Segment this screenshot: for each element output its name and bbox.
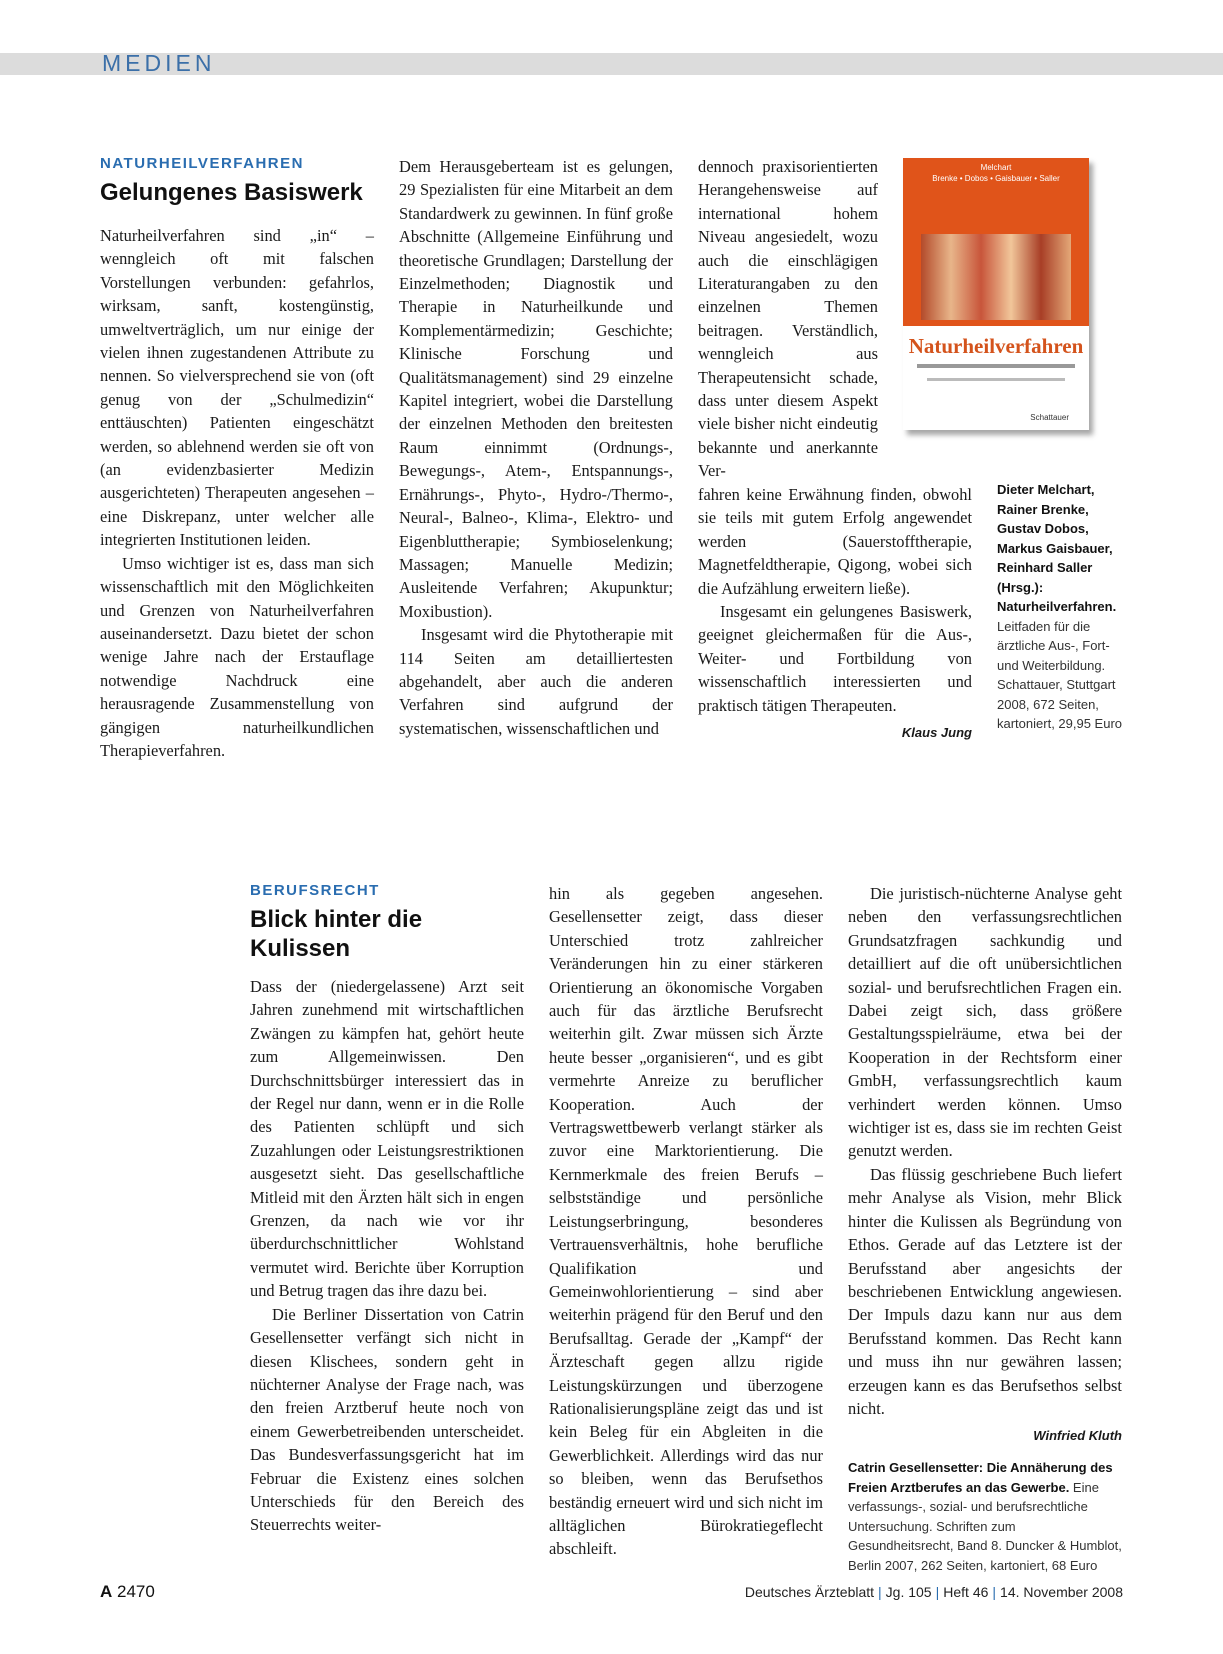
paragraph: Umso wichtiger ist es, dass man sich wissenschaftlich mit den Möglichkeiten und Grenzen von Naturheilverfahren auseinandersetzt. Dazu bietet der schon wenige Jahre nach der Erstauflage notwendige Nachdruck eine herausragende Zusammenstellung von gängigen naturheilkundlichen Therapieverfahren. [100, 553, 374, 760]
article1-author: Klaus Jung [901, 725, 972, 741]
paragraph: dennoch praxisorientierten Herangehensweise auf international hohem Niveau angesiedelt, wozu auch die einschlägigen Literaturangaben zu den einzelnen Themen beitragen. Verständlich, wenngleich aus Therapeutensicht schade, dass unter diesem Aspekt viele bisher nicht eindeutig bekannte und anerkannte Ver- [698, 157, 878, 481]
book-subtitle-line [917, 364, 1075, 368]
page-number-value: 2470 [117, 1582, 155, 1601]
article1-column-1 [100, 224, 374, 762]
separator: | [878, 1584, 882, 1600]
article1-column-3-wide [698, 483, 972, 744]
paragraph: Dem Herausgeberteam ist es gelungen, 29 Spezialisten für eine Mitarbeit an dem Standardwerk zu gewinnen. In fünf große Abschnitte (Allgemeine Einführung und theoretische Grundlagen; Darstellung der Einzelmethoden; Diagnostik und Therapie in Naturheilkunde und Komplementärmedizin; Geschichte; Klinische Forschung und Qualitätsmanagement) sind 29 einzelne Kapitel integriert, wobei die Darstellung der einzelnen Methoden den breitesten Raum einnimmt (Ordnungs-, Bewegungs-, Atem-, Entspannungs-, Ernährungs-, Phyto-, Hydro-/Thermo-, Neural-, Balneo-, Klima-, Elektro- und Eigenbluttherapie; Symbioselenkung; Massagen; Manuelle Medizin; Ausleitende Verfahren; Akupunktur; Moxibustion). [399, 157, 673, 621]
article1-kicker: NATURHEILVERFAHREN [100, 155, 304, 172]
biblio-rest: Leitfaden für die ärztliche Aus-, Fort- und Weiterbildung. Schattauer, Stuttgart 2008, 672 Seiten, kartoniert, 29,95 Euro [997, 618, 1123, 731]
paragraph: Das flüssig geschriebene Buch liefert mehr Analyse als Vision, mehr Blick hinter die Kulissen als Begründung von Ethos. Gerade auf das Letztere ist der Berufsstand aber angesichts der beschriebenen Entwicklung angewiesen. Der Impuls dazu kann nur aus dem Berufsstand kommen. Das Recht kann und muss ihn nur gewähren lassen; erzeugen kann es das Berufsethos selbst nicht. [848, 1164, 1122, 1418]
book-brand [903, 158, 1089, 188]
journal-date: 14. November 2008 [1000, 1584, 1123, 1600]
paragraph: Insgesamt ein gelungenes Basiswerk, geeignet gleichermaßen für die Aus-, Weiter- und Fortbildung von wissenschaftlich interessierten und praktisch tätigen Therapeuten. [698, 602, 972, 715]
journal-volume: Jg. 105 [885, 1584, 932, 1600]
article1-bibliography [997, 480, 1131, 734]
article1-column-2 [399, 155, 673, 740]
journal-issue: Heft 46 [943, 1584, 989, 1600]
article2-column-2 [549, 882, 823, 1561]
biblio-bold: Dieter Melchart, Rainer Brenke, Gustav Dobos, Markus Gaisbauer, Reinhard Saller (Hrsg.): Naturheilverfahren. [997, 482, 1117, 614]
article1-headline: Gelungenes Basiswerk [100, 179, 363, 206]
paragraph: hin als gegeben angesehen. Gesellensetter zeigt, dass dieser Unterschied trotz zahlreicher Veränderungen hin zu einer stärkeren Orientierung an ökonomische Vorgaben auch für das ärztliche Berufsrecht weiterhin gilt. Zwar müssen sich Ärzte heute besser „organisieren“, und es gibt vermehrte Anreize zu beruflicher Kooperation. Auch der Vertragswettbewerb verlangt stärker als zuvor eine Marktorientierung. Die Kernmerkmale des freien Berufs – selbstständige und persönliche Leistungserbringung, besonderes Vertrauensverhältnis, hohe berufliche Qualifikation und Gemeinwohlorientierung – sind aber weiterhin prägend für den Beruf und den Berufsalltag. Gerade der „Kampf“ der Ärzteschaft gegen allzu rigide Leistungskürzungen und überzogene Rationalisierungspläne zeigt das und ist kein Beleg für ein Abgleiten in die Gewerblichkeit. Allerdings wird das nur so bleiben, wenn das Berufsethos beständig erneuert wird und sich nicht im alltäglichen Bürokratiegeflecht abschleift. [549, 884, 823, 1559]
separator: | [935, 1584, 940, 1600]
biblio-rest: Eine verfassungs-, sozial- und berufsrechtliche Untersuchung. Schriften zum Gesundheitsrecht, Band 8. Duncker & Humblot, Berlin 2007, 262 Seiten, kartoniert, 68 Euro [848, 1479, 1122, 1573]
book-publisher: Schattauer [1030, 413, 1069, 422]
article2-bibliography [848, 1458, 1122, 1575]
biblio-bold: Catrin Gesellensetter: Die Annäherung des Freien Arztberufes an das Gewerbe. [848, 1460, 1113, 1495]
article1-column-3-narrow [698, 155, 878, 483]
book-title-panel [903, 326, 1089, 430]
book-illustration [921, 234, 1071, 320]
article2-headline: Blick hinter die Kulissen [250, 906, 423, 962]
book-subtitle-line [927, 378, 1065, 381]
separator: | [992, 1584, 997, 1600]
page-number [100, 1582, 155, 1602]
paragraph: Die Berliner Dissertation von Catrin Gesellensetter verfängt sich nicht in diesen Klischees, sondern geht in nüchterner Analyse der Frage nach, was den freien Arztberuf heute noch von einem Gewerbetreibenden unterscheidet. Das Bundesverfassungsgericht hat im Februar die Existenz eines solchen Unterschieds für den Bereich des Steuerrechts weiter- [250, 1304, 524, 1535]
paragraph: fahren keine Erwähnung finden, obwohl sie teils mit gutem Erfolg angewendet werden (Sauerstofftherapie, Magnetfeldtherapie, Qigong, wobei sich die Aufzählung erweitern ließe). [698, 485, 972, 598]
paragraph: Die juristisch-nüchterne Analyse geht neben den verfassungsrechtlichen Grundsatzfragen sachkundig und detailliert auf die oft unübersichtlichen sozial- und berufsrechtlichen Fragen ein. Dabei zeigt sich, dass größere Gestaltungsspielräume, etwa bei der Kooperation in der Rechtsform einer GmbH, verfassungsrechtlich kaum verhindert werden können. Umso wichtiger ist es, dass sie im rechten Geist genutzt werden. [848, 884, 1122, 1161]
book-cover-image [903, 158, 1089, 430]
journal-info [745, 1584, 1123, 1600]
article2-column-3 [848, 882, 1122, 1448]
article2-kicker: BERUFSRECHT [250, 882, 380, 899]
article2-column-1 [250, 975, 524, 1537]
journal-name: Deutsches Ärzteblatt [744, 1584, 875, 1600]
page-prefix: A [100, 1582, 113, 1601]
paragraph: Insgesamt wird die Phytotherapie mit 114 Seiten am detailliertesten abgehandelt, aber auch die anderen Verfahren sind aufgrund der systematischen, wissenschaftlichen und [399, 625, 673, 738]
article2-author: Winfried Kluth [1033, 1428, 1122, 1444]
book-title: Naturheilverfahren [908, 334, 1084, 358]
paragraph: Dass der (niedergelassene) Arzt seit Jahren zunehmend mit wirtschaftlichen Zwängen zu kämpfen hat, gehört heute zum Allgemeinwissen. Den Durchschnittsbürger interessiert das in der Regel nur dann, wenn er in die Rolle des Patienten schlüpft und sich Zuzahlungen oder Leistungsrestriktionen ausgesetzt sieht. Das gesellschaftliche Mitleid mit den Ärzten hält sich in engen Grenzen, da nach wie vor ihr überdurchschnittlicher Wohlstand vermutet wird. Berichte über Korruption und Betrug tragen das ihre dazu bei. [250, 977, 524, 1301]
paragraph: Naturheilverfahren sind „in“ – wenngleich oft mit falschen Vorstellungen verbunden: gefahrlos, wirksam, sanft, kostengünstig, umweltverträglich, um nur einige der vielen ihnen zugestandenen Attribute zu nennen. So vielversprechend sie von (oft genug von der „Schulmedizin“ enttäuschten) Patienten eingeschätzt werden, so ablehnend werden sie oft von (an evidenzbasierter Medizin ausgerichteten) Therapeuten angesehen – eine Diskrepanz, unter welcher alle integrierten Institutionen leiden. [100, 226, 374, 550]
section-label: MEDIEN [102, 50, 216, 76]
book-brand-line1: Melchart [980, 163, 1012, 172]
book-brand-line2: Brenke • Dobos • Gaisbauer • Saller [932, 174, 1060, 183]
